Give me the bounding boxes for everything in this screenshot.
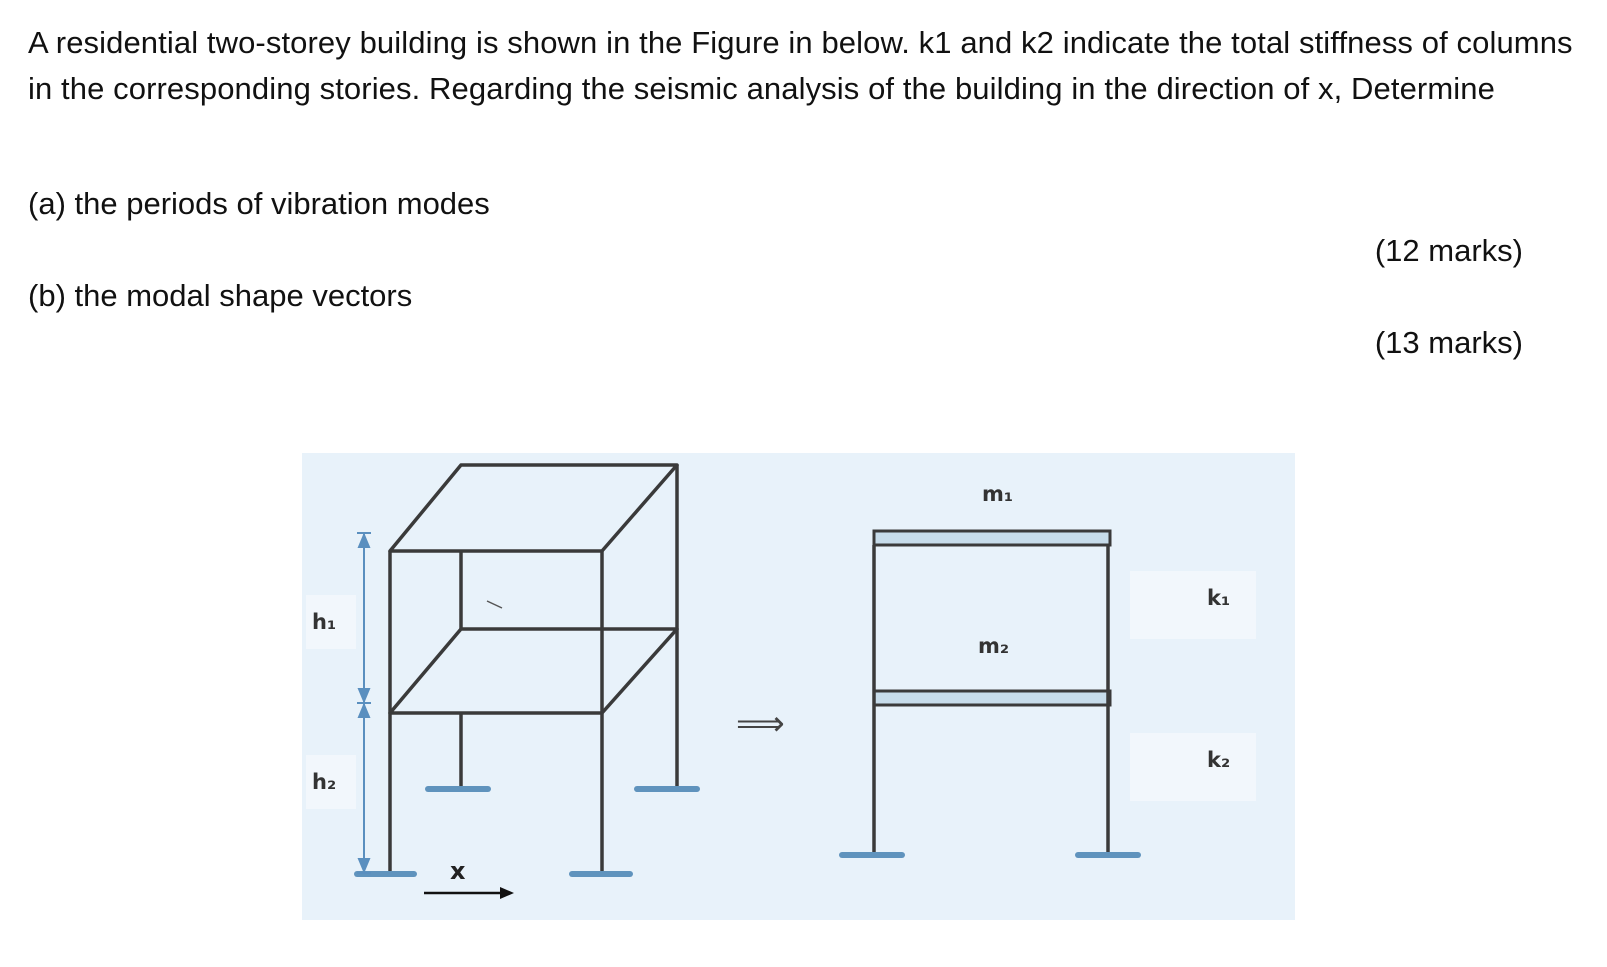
k2-label-box (1130, 733, 1256, 801)
part-b-marks: (13 marks) (1374, 325, 1523, 360)
h1-label: h₁ (312, 610, 337, 634)
building-figure-svg (302, 453, 1295, 920)
figure-background (302, 453, 1295, 920)
floor-beam (874, 691, 1110, 705)
x-direction-label: x (450, 857, 466, 885)
implies-arrow: ⟹ (736, 704, 785, 744)
roof-beam (874, 531, 1110, 545)
question-text: A residential two-storey building is shown in the Figure in below. k1 and k2 indicate the total stiffness of columns in the corresponding stories. Regarding the seismic analysis of the building in the direction of x, Determine (28, 25, 1573, 106)
k2-label: k₂ (1207, 748, 1231, 772)
k1-label-box (1130, 571, 1256, 639)
part-a-marks: (12 marks) (1374, 233, 1523, 268)
part-b: (b) the modal shape vectors (28, 278, 413, 313)
m2-label: m₂ (978, 634, 1010, 658)
part-a: (a) the periods of vibration modes (28, 186, 490, 221)
h2-label: h₂ (312, 770, 337, 794)
k1-label: k₁ (1207, 586, 1231, 610)
building-figure (302, 453, 1295, 920)
m1-label: m₁ (982, 482, 1014, 506)
